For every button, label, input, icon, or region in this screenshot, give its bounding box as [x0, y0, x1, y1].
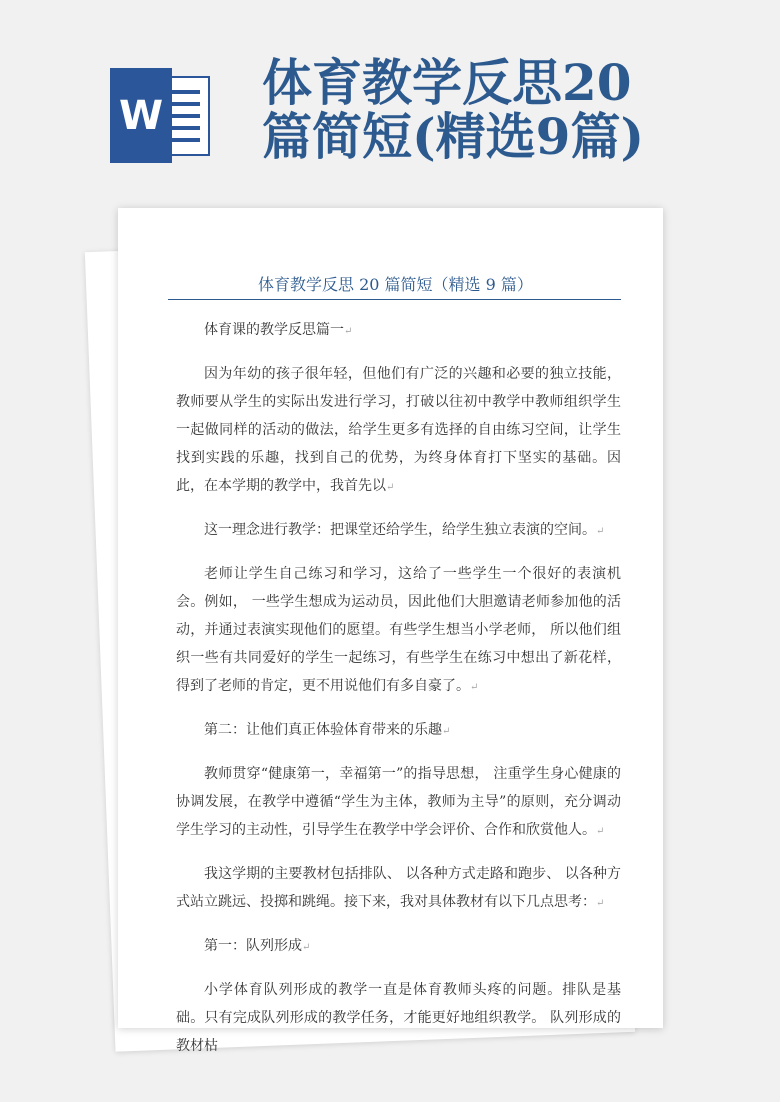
paragraph-mark-icon: ↵	[596, 898, 605, 909]
paragraph-mark-icon: ↵	[344, 326, 353, 337]
hero-title-line2: 篇简短(精选9篇)	[262, 107, 645, 166]
paragraph-mark-icon: ↵	[302, 942, 311, 953]
paragraph: 我这学期的主要教材包括排队、 以各种方式走路和跑步、 以各种方式站立跳远、投掷和跳绳。接下来，我对具体教材有以下几点思考：↵	[176, 866, 621, 910]
paragraph-mark-icon: ↵	[596, 826, 605, 837]
paragraph-mark-icon: ↵	[386, 482, 395, 493]
paragraph: 因为年幼的孩子很年轻，但他们有广泛的兴趣和必要的独立技能，教师要从学生的实际出发进行学习，打破以往初中教学中教师组织学生一起做同样的活动的做法，给学生更多有选择的自由练习空间，让学生找到实践的乐趣，找到自己的优势，为终身体育打下坚实的基础。因此，在本学期的教学中，我首先以↵	[176, 366, 621, 494]
title-rule	[168, 299, 621, 300]
paragraph-mark-icon: ↵	[442, 726, 451, 737]
hero-title	[262, 53, 645, 166]
paragraph: 这一理念进行教学：把课堂还给学生，给学生独立表演的空间。↵	[204, 522, 605, 538]
document-body	[176, 316, 621, 1074]
paragraph: 第二：让他们真正体验体育带来的乐趣↵	[204, 722, 451, 738]
document-title: 体育教学反思 20 篇简短（精选 9 篇）	[258, 275, 533, 294]
paragraph: 教师贯穿“健康第一，幸福第一”的指导思想， 注重学生身心健康的协调发展，在教学中遵循“学生为主体，教师为主导”的原则，充分调动学生学习的主动性，引导学生在教学中学会评价、合作和欣赏他人。↵	[176, 766, 621, 838]
paragraph-mark-icon: ↵	[596, 526, 605, 537]
hero-title-line1: 体育教学反思20	[262, 53, 632, 112]
document-page	[118, 208, 663, 1054]
paragraph: 小学体育队列形成的教学一直是体育教师头疼的问题。排队是基础。只有完成队列形成的教学任务，才能更好地组织教学。 队列形成的教材枯	[176, 982, 621, 1054]
paragraph: 体育课的教学反思篇一↵	[204, 322, 353, 338]
paragraph: 老师让学生自己练习和学习，这给了一些学生一个很好的表演机会。例如， 一些学生想成为运动员，因此他们大胆邀请老师参加他的活动，并通过表演实现他们的愿望。有些学生想当小学老师， 所以他们组织一些有共同爱好的学生一起练习，有些学生在练习中想出了新花样， 得到了老师的肯定，更不用说他们有多自豪了。↵	[176, 566, 621, 694]
word-logo-icon	[110, 68, 210, 163]
paragraph-mark-icon: ↵	[470, 682, 479, 693]
paragraph: 第一：队列形成↵	[204, 938, 311, 954]
word-letter: W	[110, 68, 172, 163]
